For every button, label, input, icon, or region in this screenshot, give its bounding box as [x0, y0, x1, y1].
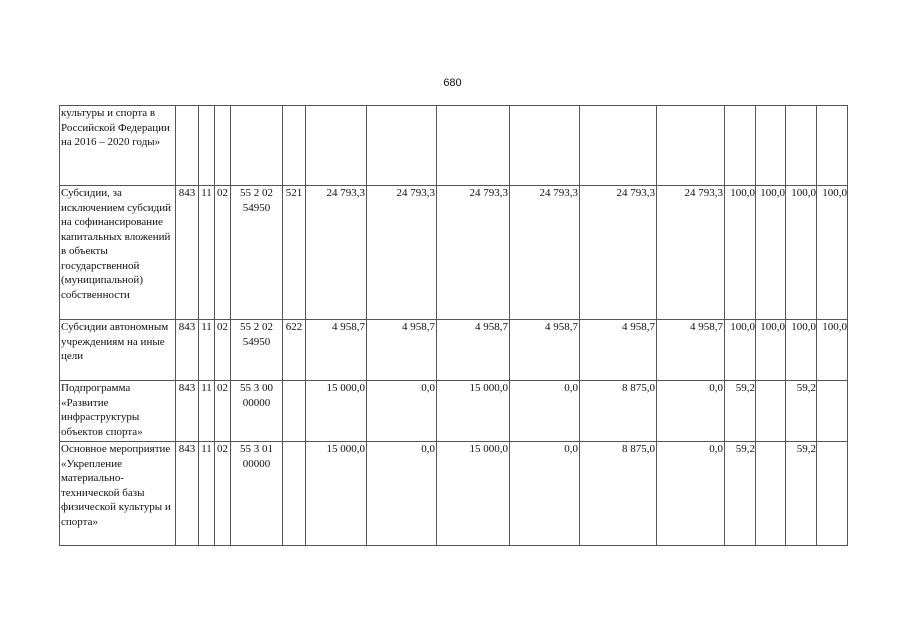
value-cell [657, 106, 725, 186]
value-cell: 8 875,0 [580, 381, 657, 442]
value-cell: 24 793,3 [306, 186, 367, 320]
rz-cell: 11 [199, 381, 215, 442]
value-cell: 4 958,7 [657, 320, 725, 381]
table-row [60, 186, 848, 320]
percent-cell [817, 381, 848, 442]
percent-cell: 100,0 [756, 320, 786, 381]
csr-cell: 55 3 01 00000 [231, 442, 283, 546]
percent-cell: 100,0 [817, 186, 848, 320]
percent-cell: 59,2 [786, 381, 817, 442]
value-cell [306, 106, 367, 186]
vr-cell [283, 381, 306, 442]
percent-cell: 100,0 [786, 186, 817, 320]
table-row [60, 320, 848, 381]
pr-cell: 02 [215, 186, 231, 320]
percent-cell [756, 442, 786, 546]
value-cell: 15 000,0 [437, 381, 510, 442]
value-cell [367, 106, 437, 186]
rz-cell: 11 [199, 442, 215, 546]
percent-cell [756, 106, 786, 186]
value-cell: 15 000,0 [437, 442, 510, 546]
percent-cell: 100,0 [817, 320, 848, 381]
csr-cell: 55 3 00 00000 [231, 381, 283, 442]
page-number: 680 [443, 77, 462, 89]
vr-cell: 521 [283, 186, 306, 320]
value-cell [580, 106, 657, 186]
percent-cell: 59,2 [786, 442, 817, 546]
budget-table [59, 105, 848, 546]
vr-cell: 622 [283, 320, 306, 381]
percent-cell: 59,2 [725, 381, 756, 442]
value-cell: 4 958,7 [437, 320, 510, 381]
percent-cell [817, 106, 848, 186]
grbs-cell: 843 [176, 381, 199, 442]
percent-cell: 100,0 [725, 186, 756, 320]
value-cell: 4 958,7 [510, 320, 580, 381]
pr-cell: 02 [215, 381, 231, 442]
csr-cell [231, 106, 283, 186]
vr-cell [283, 442, 306, 546]
percent-cell: 100,0 [756, 186, 786, 320]
csr-cell: 55 2 02 54950 [231, 320, 283, 381]
percent-cell [817, 442, 848, 546]
row-name: Субсидии, за исключением субсидий на софинансирование капитальных вложений в объекты государственной (муниципальной) собственности [60, 186, 176, 320]
percent-cell: 100,0 [725, 320, 756, 381]
csr-cell: 55 2 02 54950 [231, 186, 283, 320]
grbs-cell: 843 [176, 320, 199, 381]
percent-cell: 100,0 [786, 320, 817, 381]
table-row [60, 106, 848, 186]
pr-cell [215, 106, 231, 186]
grbs-cell [176, 106, 199, 186]
value-cell: 4 958,7 [580, 320, 657, 381]
percent-cell [786, 106, 817, 186]
row-name: Подпрограмма «Развитие инфраструктуры объектов спорта» [60, 381, 176, 442]
grbs-cell: 843 [176, 442, 199, 546]
pr-cell: 02 [215, 442, 231, 546]
percent-cell: 59,2 [725, 442, 756, 546]
rz-cell: 11 [199, 320, 215, 381]
value-cell: 24 793,3 [657, 186, 725, 320]
rz-cell [199, 106, 215, 186]
value-cell: 24 793,3 [437, 186, 510, 320]
value-cell: 8 875,0 [580, 442, 657, 546]
value-cell: 15 000,0 [306, 381, 367, 442]
value-cell: 0,0 [367, 442, 437, 546]
table-row [60, 442, 848, 546]
value-cell: 0,0 [510, 442, 580, 546]
vr-cell [283, 106, 306, 186]
rz-cell: 11 [199, 186, 215, 320]
percent-cell [756, 381, 786, 442]
value-cell: 0,0 [657, 381, 725, 442]
value-cell: 0,0 [510, 381, 580, 442]
value-cell: 24 793,3 [510, 186, 580, 320]
pr-cell: 02 [215, 320, 231, 381]
grbs-cell: 843 [176, 186, 199, 320]
row-name: Субсидии автономным учреждениям на иные цели [60, 320, 176, 381]
value-cell [437, 106, 510, 186]
percent-cell [725, 106, 756, 186]
value-cell: 15 000,0 [306, 442, 367, 546]
value-cell: 0,0 [367, 381, 437, 442]
value-cell: 0,0 [657, 442, 725, 546]
row-name: Основное мероприятие «Укрепление материально-технической базы физической культуры и спорта» [60, 442, 176, 546]
table-row [60, 381, 848, 442]
value-cell: 24 793,3 [580, 186, 657, 320]
value-cell: 4 958,7 [306, 320, 367, 381]
value-cell [510, 106, 580, 186]
value-cell: 4 958,7 [367, 320, 437, 381]
value-cell: 24 793,3 [367, 186, 437, 320]
row-name: культуры и спорта в Российской Федерации на 2016 – 2020 годы» [60, 106, 176, 186]
